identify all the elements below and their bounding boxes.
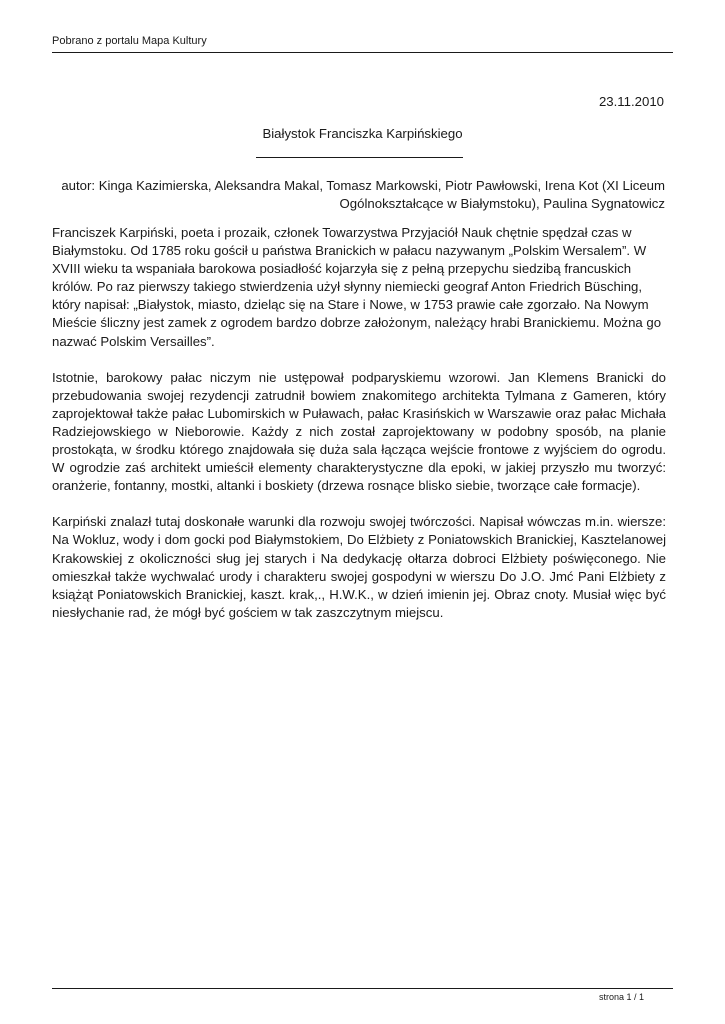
document-title: Białystok Franciszka Karpińskiego bbox=[262, 126, 463, 141]
document-authors: autor: Kinga Kazimierska, Aleksandra Makal, Tomasz Markowski, Piotr Pawłowski, Irena Kot (XI Liceum Ogólnokształcące w Białymstoku), Paulina Sygnatowicz bbox=[61, 178, 665, 211]
body-paragraph-1: Franciszek Karpiński, poeta i prozaik, członek Towarzystwa Przyjaciół Nauk chętnie spędzał czas w Białymstoku. Od 1785 roku gościł u państwa Branickich w pałacu nazywanym „Polskim Wersalem”. W XVIII wieku ta wspaniała barokowa posiadłość kojarzyła się z pełną przepychu siedzibą francuskich królów. Po raz pierwszy takiego stwierdzenia użył słynny niemiecki geograf Anton Friedrich Büsching, który napisał: „Białystok, miasto, dzieląc się na Stare i Nowe, w 1753 prawie całe zgorzało. Na Nowym Mieście śliczny jest zamek z ogrodem bardzo dobrze założonym, należący hrabi Branickiemu. Można go nazwać Polskim Versailles”. bbox=[52, 225, 662, 349]
document-date: 23.11.2010 bbox=[598, 94, 664, 109]
footer-divider bbox=[52, 988, 673, 989]
page-number: strona 1 / 1 bbox=[598, 992, 644, 1002]
header-divider bbox=[52, 52, 673, 53]
page-header-source: Pobrano z portalu Mapa Kultury bbox=[52, 35, 207, 47]
document-body bbox=[52, 224, 666, 640]
body-paragraph-2: Istotnie, barokowy pałac niczym nie ustępował podparyskiemu wzorowi. Jan Klemens Branicki do przebudowania swojej rezydencji zatrudnił bowiem znakomitego architekta Tylmana z Gameren, który zaprojektował także pałac Lubomirskich w Puławach, pałac Krasińskich w Warszawie oraz pałac Michała Radziejowskiego w Nieborowie. Każdy z nich został zaprojektowany w podobny sposób, na planie prostokąta, w środku którego znajdowała się duża sala łącząca wejście frontowe z wyjściem do ogrodu. W ogrodzie zaś architekt umieścił elementy charakterystyczne dla epoki, w jakiej przyszło mu tworzyć: oranżerie, fontanny, mostki, altanki i boskiety (drzewa rosnące blisko siebie, tworzące całe formacje). bbox=[52, 369, 666, 494]
title-underline bbox=[256, 157, 463, 158]
body-paragraph-3: Karpiński znalazł tutaj doskonałe warunki dla rozwoju swojej twórczości. Napisał wówczas m.in. wiersze: Na Wokluz, wody i dom gocki pod Białymstokiem, Do Elżbiety z Poniatowskich Branickiej, Kasztelanowej Krakowskiej z okoliczności sług jej starych i Na dedykację ołtarza dobroci Elżbiety poświęconego. Nie omieszkał także wychwalać urody i charakteru swojej gospodyni w wierszu Do J.O. Jmć Pani Elżbiety z książąt Poniatowskich Branickiej, kaszt. krak,., H.W.K., w dzień imienin jej. Obraz cnoty. Musiał więc być niesłychanie rad, że mógł być gościem w tak zaszczytnym miejscu. bbox=[52, 514, 666, 620]
